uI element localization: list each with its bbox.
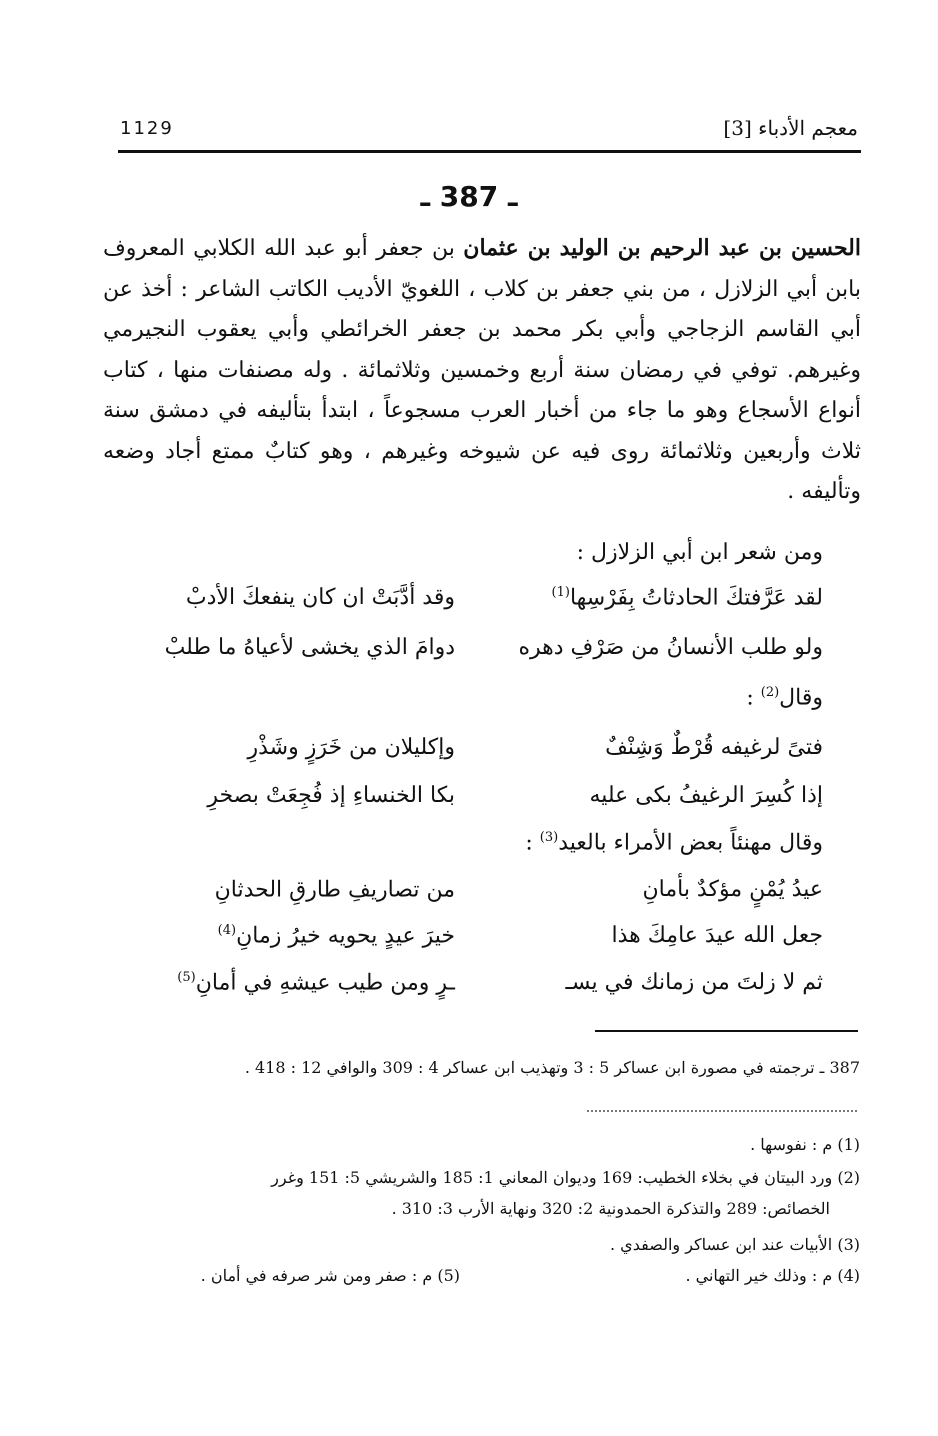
poem3-verse2-first: جعل الله عيدَ عامِكَ هذا [611,923,823,948]
poem2-verse1-second: وإكليلان من خَرَزٍ وشَذْرِ [247,735,455,760]
biography-text: بن جعفر أبو عبد الله الكلابي المعروف بابن أبي الزلازل ، من بني جعفر بن كلاب ، اللغويّ الأديب الكاتب الشاعر : أخذ عن أبي القاسم الزجاجي وأبي بكر محمد بن جعفر الخرائطي وأبي يعقوب النجيرمي وغيرهم. توفي في رمضان سنة أربع وخمسين وثلاثمائة . وله مصنفات منها ، كتاب أنواع الأسجاع وهو ما جاء من أخبار العرب مسجوعاً ، ابتدأ بتأليفه في دمشق سنة ثلاث وأربعين وثلاثمائة روى فيه عن شيوخه وغيرهم ، وهو كتابٌ ممتع أجاد وضعه وتأليفه . [103,236,861,504]
poem3-verse2-second: خيرَ عيدٍ يحويه خيرُ زمانِ$^{(4)}$ [217,923,455,949]
poem1-verse1-second: وقد أدَّبَتْ ان كان ينفعكَ الأدبْ [185,585,455,610]
footnote-rule [595,1030,858,1032]
poem3-intro: وقال مهنئاً بعض الأمراء بالعيد$^{(3)}$ : [525,830,823,856]
running-header-title: معجم الأدباء [3] [723,116,858,140]
subject-name: الحسين بن عبد الرحيم بن الوليد بن عثمان [463,235,861,261]
poem1-verse1-first: لقد عَرَّفتكَ الحادثاتُ بِفَرْسِها$^{(1)}$ [551,585,823,611]
footnote-3: (3) الأبيات عند ابن عساكر والصفدي . [610,1235,860,1254]
footnote-5: (5) م : صفر ومن شر صرفه في أمان . [200,1266,460,1285]
poem3-verse3-first: ثم لا زلتَ من زمانك في يسـ [565,970,823,995]
footnote-1: (1) م : نفوسها . [750,1135,860,1154]
page-number: 1129 [120,118,174,139]
poem1-intro: ومن شعر ابن أبي الزلازل : [576,540,823,565]
poem1-verse2-first: ولو طلب الأنسانُ من صَرْفِ دهره [518,635,823,660]
footnote-2: (2) ورد البيتان في بخلاء الخطيب: 169 وديوان المعاني 1: 185 والشريشي 5: 151 وغرر [271,1168,860,1187]
poem1-verse2-second: دوامَ الذي يخشى لأعياهُ ما طلبْ [164,635,455,660]
poem2-verse1-first: فتىً لرغيفه قُرْطٌ وَشِنْفٌ [605,735,823,760]
footnote-2-continued: الخصائص: 289 والتذكرة الحمدونية 2: 320 ونهاية الأرب 3: 310 . [391,1199,830,1218]
poem3-verse1-first: عيدُ يُمْنٍ مؤكدٌ بأمانِ [642,877,823,902]
biography-paragraph [103,228,861,513]
footnote-4: (4) م : وذلك خير التهاني . [685,1266,860,1285]
poem2-intro: وقال$^{(2)}$ : [746,685,823,711]
poem2-verse2-first: إذا كُسِرَ الرغيفُ بكى عليه [589,783,823,808]
header-rule [118,150,861,153]
source-note: 387 ـ ترجمته في مصورة ابن عساكر 5 : 3 وتهذيب ابن عساكر 4 : 309 والوافي 12 : 418 . [244,1058,860,1077]
footnote-dotted-divider [587,1110,857,1112]
entry-number: ـ 387 ـ [420,180,518,213]
poem3-verse1-second: من تصاريفِ طارقِ الحدثانِ [214,877,455,903]
poem3-verse3-second: ـرٍ ومن طيب عيشهِ في أمانِ$^{(5)}$ [177,970,455,996]
poem2-verse2-second: بكا الخنساءِ إذ فُجِعَتْ بصخرِ [207,783,455,808]
